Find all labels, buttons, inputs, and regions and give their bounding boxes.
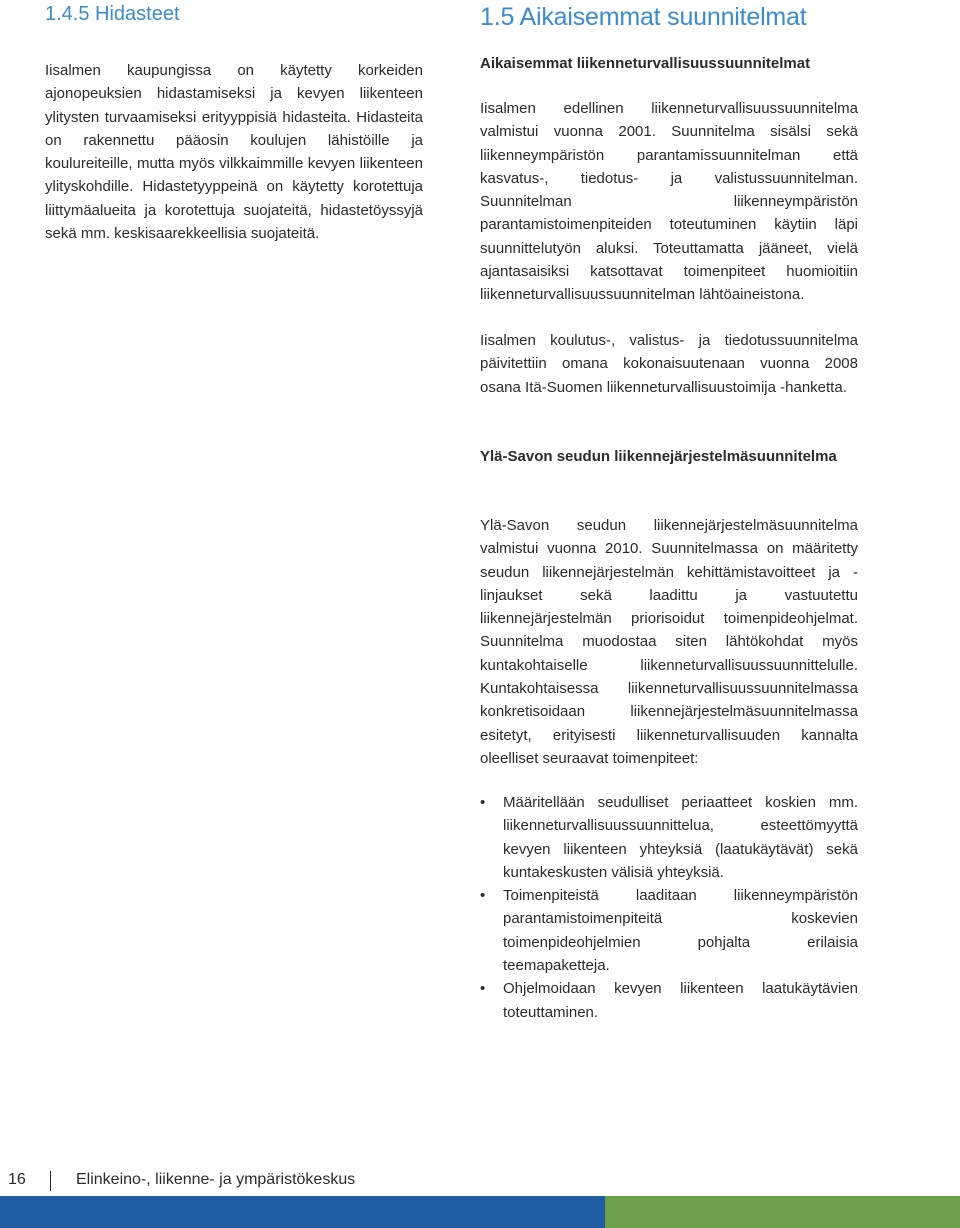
measures-bullet-list (480, 791, 858, 1024)
footer-bar-green (605, 1196, 960, 1228)
footer-organization: Elinkeino-, liikenne- ja ympäristökeskus (76, 1171, 356, 1188)
bullet-icon: • (480, 794, 486, 811)
bullet-icon: • (480, 980, 486, 998)
section-heading-aikaisemmat-suunnitelmat: 1.5 Aikaisemmat suunnitelmat (480, 3, 807, 31)
paragraph-edellinen-suunnitelma: Iisalmen edellinen liikenneturvallisuussuunnitelma valmistui vuonna 2001. Suunnitelma sisälsi sekä liikenneympäristön parantamissuunnitelman että kasvatus-, tiedotus- ja valistussuunnitelman. Suunnitelman liikenneympäristön parantamistoimenpiteiden toteutuminen käytiin läpi suunnittelutyön aluksi. Toteuttamatta jääneet, vielä ajantasaisiksi katsottavat toimenpiteet huomioitiin liikenneturvallisuussuunnitelman lähtöaineistona. (480, 100, 858, 304)
footer-bar-blue (0, 1196, 605, 1228)
subheading-yla-savon-suunnitelma: Ylä-Savon seudun liikennejärjestelmäsuunnitelma (480, 448, 837, 465)
paragraph-yla-savon-suunnitelma: Ylä-Savon seudun liikennejärjestelmäsuunnitelma valmistui vuonna 2010. Suunnitelmassa on määritetty seudun liikennejärjestelmän kehittämistavoitteet ja -linjaukset sekä laadittu ja vastuutettu liikennejärjestelmän priorisoidut toimenpideohjelmat. Suunnitelma muodostaa siten lähtökohdat myös kuntakohtaiselle liikenneturvallisuussuunnittelulle. Kuntakohtaisessa liikenneturvallisuussuunnitelmassa konkretisoidaan liikennejärjestelmäsuunnitelmassa esitetyt, erityisesti liikenneturvallisuuden kannalta oleelliset seuraavat toimenpiteet: (480, 517, 858, 767)
subheading-liikenneturvallisuussuunnitelmat: Aikaisemmat liikenneturvallisuussuunnitelmat (480, 55, 811, 72)
bullet-text: Ohjelmoidaan kevyen liikenteen laatukäytävien toteuttaminen. (503, 980, 858, 1021)
section-heading-hidasteet: 1.4.5 Hidasteet (45, 3, 180, 25)
footer-divider (50, 1171, 51, 1191)
hidasteet-paragraph: Iisalmen kaupungissa on käytetty korkeiden ajonopeuksien hidastamiseksi ja kevyen liikenteen ylitysten turvaamiseksi erityyppisiä hidasteita. Hidasteita on rakennettu pääosin koulujen lähistöille ja koulureiteille, mutta myös vilkkaimmille kevyen liikenteen ylityskohdille. Hidastetyyppeinä on käytetty korotettuja liittymäalueita ja korotettuja suojateitä, hidastetöyssyjä sekä mm. keskisaarekkeellisia suojateitä. (45, 62, 423, 243)
bullet-text: Toimenpiteistä laaditaan liikenneympäristön parantamistoimenpiteitä koskevien toimenpideohjelmien pohjalta erilaisia teemapaketteja. (503, 887, 858, 975)
bullet-text: Määritellään seudulliset periaatteet koskien mm. liikenneturvallisuussuunnittelua, esteettömyyttä kevyen liikenteen yhteyksiä (laatukäytävät) sekä kuntakeskusten välisiä yhteyksiä. (503, 794, 858, 881)
paragraph-koulutus-suunnitelma: Iisalmen koulutus-, valistus- ja tiedotussuunnitelma päivitettiin omana kokonaisuutenaan vuonna 2008 osana Itä-Suomen liikenneturvallisuustoimija -hanketta. (480, 332, 858, 396)
list-item (480, 977, 858, 1024)
list-item (480, 884, 858, 977)
bullet-icon: • (480, 887, 486, 905)
page-number: 16 (8, 1171, 26, 1188)
list-item (480, 791, 858, 884)
